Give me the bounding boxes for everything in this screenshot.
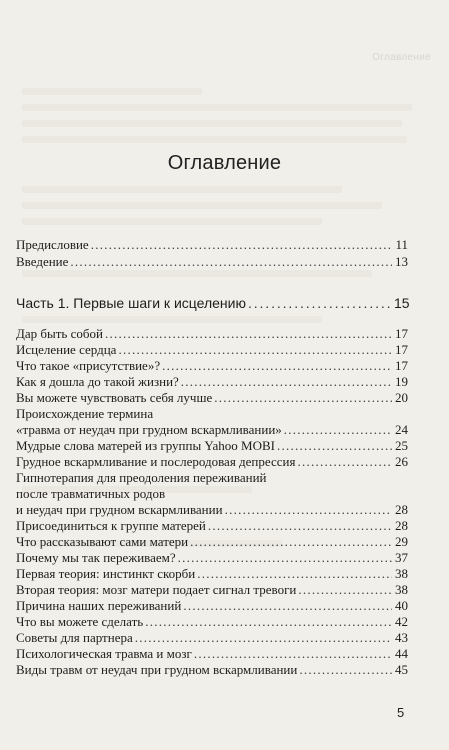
- toc-entry[interactable]: [16, 254, 408, 270]
- toc-entry-page: 45: [395, 662, 408, 677]
- toc-entry[interactable]: [16, 326, 408, 342]
- toc-entry-label: Первая теория: инстинкт скорби: [16, 566, 196, 581]
- toc-entry-label: Часть 1. Первые шаги к исцелению: [16, 295, 246, 311]
- toc-entry[interactable]: [16, 518, 408, 534]
- toc-entry[interactable]: [16, 630, 408, 646]
- toc-entry-page: 17: [395, 342, 408, 357]
- toc-part-heading[interactable]: [16, 296, 408, 312]
- toc-entry[interactable]: [16, 582, 408, 598]
- toc-entry[interactable]: [16, 454, 408, 470]
- toc-entry-label: Введение: [16, 254, 69, 269]
- leader-dots: [197, 566, 392, 582]
- toc-entry-page: 11: [395, 237, 408, 252]
- leader-dots: [162, 358, 392, 374]
- toc-entry[interactable]: [16, 598, 408, 614]
- toc-entry-label: «травма от неудач при грудном вскармливании»: [16, 422, 282, 437]
- toc-entry-page: 26: [395, 454, 408, 469]
- toc-entry[interactable]: [16, 374, 408, 390]
- toc-entry-page: 17: [395, 358, 408, 373]
- leader-dots: [284, 422, 392, 438]
- leader-dots: [145, 614, 392, 630]
- toc-entry-page: 24: [395, 422, 408, 437]
- toc-entry-label: Присоединиться к группе матерей: [16, 518, 206, 533]
- leader-dots: [297, 454, 392, 470]
- toc-entry-label: Что рассказывают сами матери: [16, 534, 189, 549]
- toc-entry-label: Виды травм от неудач при грудном вскармливании: [16, 662, 298, 677]
- leader-dots: [214, 390, 392, 406]
- leader-dots: [91, 237, 392, 253]
- leader-dots: [105, 326, 392, 342]
- toc-entry-page: 43: [395, 630, 408, 645]
- toc-entry-page: 40: [395, 598, 408, 613]
- leader-dots: [248, 296, 392, 312]
- leader-dots: [298, 582, 392, 598]
- toc-entry-page: 37: [395, 550, 408, 565]
- toc-entry-page: 28: [395, 518, 408, 533]
- toc-entry[interactable]: [16, 438, 408, 454]
- toc-entry-page: 38: [395, 566, 408, 581]
- leader-dots: [208, 518, 392, 534]
- toc-entry-label: Советы для партнера: [16, 630, 133, 645]
- leader-dots: [299, 662, 392, 678]
- page-number: 5: [397, 705, 405, 720]
- ghost-running-header: Оглавление: [372, 52, 431, 63]
- leader-dots: [225, 502, 392, 518]
- toc-entry-label: Что вы можете сделать: [16, 614, 144, 629]
- toc-entry-page: 17: [395, 326, 408, 341]
- toc-entry[interactable]: [16, 502, 408, 518]
- toc-entry-label: Психологическая травма и мозг: [16, 646, 192, 661]
- leader-dots: [183, 598, 392, 614]
- leader-dots: [190, 534, 392, 550]
- toc-entry-page: 25: [395, 438, 408, 453]
- toc-entry-label: Мудрые слова матерей из группы Yahoo MOBI: [16, 438, 275, 453]
- toc-entry-label-line: Гипнотерапия для преодоления переживаний: [16, 470, 267, 485]
- leader-dots: [277, 438, 392, 454]
- toc-entry-label: Исцеление сердца: [16, 342, 117, 357]
- toc-entry-page: 29: [395, 534, 408, 549]
- toc-entry[interactable]: [16, 534, 408, 550]
- leader-dots: [135, 630, 392, 646]
- toc-entry-label: Грудное вскармливание и послеродовая депрессия: [16, 454, 296, 469]
- leader-dots: [178, 550, 392, 566]
- toc-entry[interactable]: [16, 358, 408, 374]
- toc-entry[interactable]: [16, 614, 408, 630]
- toc-entry[interactable]: [16, 237, 408, 253]
- toc-entry-label: Как я дошла до такой жизни?: [16, 374, 179, 389]
- leader-dots: [181, 374, 392, 390]
- toc-title: Оглавление: [167, 152, 282, 174]
- leader-dots: [118, 342, 392, 358]
- toc-entry-label: Предисловие: [16, 237, 89, 252]
- toc-entry-page: 42: [395, 614, 408, 629]
- toc-entry-page: 38: [395, 582, 408, 597]
- toc-entry[interactable]: [16, 390, 408, 406]
- toc-entry[interactable]: [16, 550, 408, 566]
- toc-entry-label-line: Происхождение термина: [16, 406, 154, 421]
- toc-entry[interactable]: [16, 422, 408, 438]
- toc-entry-page: 44: [395, 646, 408, 661]
- toc-entry[interactable]: [16, 646, 408, 662]
- toc-entry-page: 28: [395, 502, 408, 517]
- toc-entry-label: Вы можете чувствовать себя лучше: [16, 390, 213, 405]
- leader-dots: [70, 254, 392, 270]
- toc-entry-label: Почему мы так переживаем?: [16, 550, 176, 565]
- leader-dots: [194, 646, 392, 662]
- toc-entry[interactable]: [16, 662, 408, 678]
- toc-entry-label: и неудач при грудном вскармливании: [16, 502, 223, 517]
- toc-entry[interactable]: [16, 566, 408, 582]
- toc-entry-page: 20: [395, 390, 408, 405]
- toc-entry-page: 13: [395, 254, 408, 269]
- toc-entry-label: Дар быть собой: [16, 326, 103, 341]
- toc-entry-page: 19: [395, 374, 408, 389]
- toc-entry-label: Вторая теория: мозг матери подает сигнал тревоги: [16, 582, 297, 597]
- toc-entry-page: 15: [394, 295, 410, 311]
- toc-entry[interactable]: [16, 342, 408, 358]
- toc-entry-label: Причина наших переживаний: [16, 598, 182, 613]
- toc-entry-label-line: после травматичных родов: [16, 486, 166, 501]
- toc-entry-label: Что такое «присутствие»?: [16, 358, 161, 373]
